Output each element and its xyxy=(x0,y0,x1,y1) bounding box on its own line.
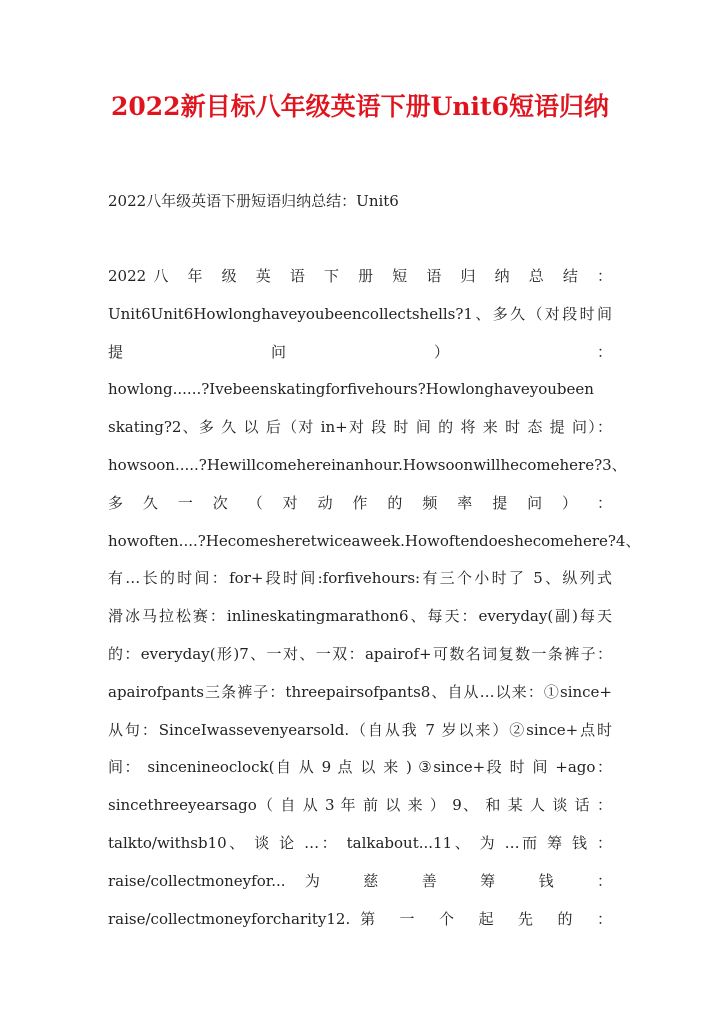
document-body xyxy=(108,264,641,944)
text-line: Unit6Unit6Howlonghaveyoubeencollectshells?1、多久（对段时间 xyxy=(108,304,612,323)
text-line: 有…长的时间：for+段时间:forfivehours:有三个小时了 5、纵列式 xyxy=(108,569,612,588)
text-line: raise/collectmoneyfor...为 慈 善 筹 钱 ： xyxy=(108,871,612,890)
text-line: 从句：SinceIwassevenyearsold.（自从我 7 岁以来）②since+点时 xyxy=(108,720,612,739)
text-line: skating?2、多 久 以 后（对 in+对 段 时 间 的 将 来 时 态 提 问）： xyxy=(108,418,612,437)
text-line: 间： sincenineoclock(自 从 9 点 以 来 ) ③since+段 时 间 +ago： xyxy=(108,758,612,777)
text-line: 2022八 年 级 英 语 下 册 短 语 归 纳 总 结 ： xyxy=(108,267,612,285)
text-line: apairofpants三条裤子：threepairsofpants8、自从…以来：①since+ xyxy=(108,682,612,701)
text-line: 多 久 一 次 （ 对 动 作 的 频 率 提 问 ） ： xyxy=(108,493,612,512)
text-line: 的：everyday(形)7、一对、一双：apairof+可数名词复数一条裤子： xyxy=(108,644,612,663)
text-line: howoften....?Hecomesheretwiceaweek.Howoftendoeshecomehere?4、 xyxy=(108,531,641,550)
text-line: howlong......?Ivebeenskatingforfivehours?Howlonghaveyoubeen xyxy=(108,380,594,399)
document-subtitle: 2022八年级英语下册短语归纳总结：Unit6 xyxy=(108,192,399,210)
text-line: howsoon.....?Hewillcomehereinanhour.Howsoonwillhecomehere?3、 xyxy=(108,455,627,474)
text-line: talkto/withsb10、 谈 论 …： talkabout...11、 为 …而 筹 钱 ： xyxy=(108,833,612,852)
text-line: sincethreeyearsago（ 自 从 3 年 前 以 来 ） 9、 和 某 人 谈 话 ： xyxy=(108,796,612,815)
text-line: 滑冰马拉松赛：inlineskatingmarathon6、每天：everyday(副)每天 xyxy=(108,607,612,626)
text-line: raise/collectmoneyforcharity12.第 一 个 起 先 的 ： xyxy=(108,909,612,928)
text-line: 提 问 ） ： xyxy=(108,342,612,361)
document-title: 2022新目标八年级英语下册Unit6短语归纳 xyxy=(111,92,609,121)
